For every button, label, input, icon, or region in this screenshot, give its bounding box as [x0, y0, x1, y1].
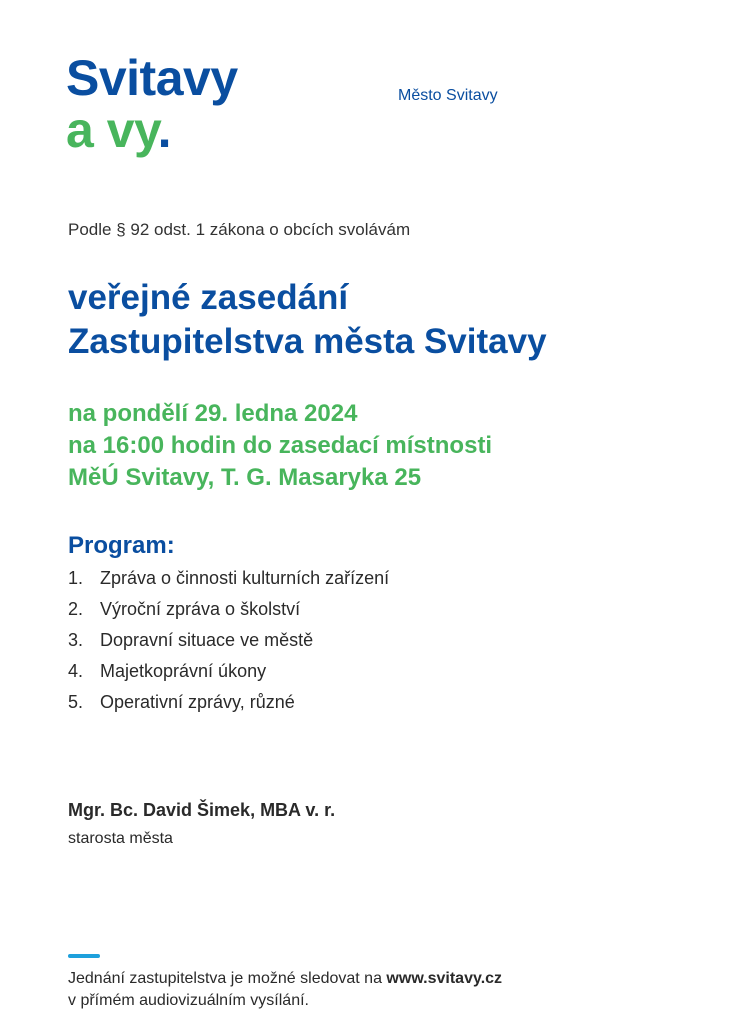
meeting-date: na pondělí 29. ledna 2024 — [68, 400, 358, 427]
signer-name: Mgr. Bc. David Šimek, MBA v. r. — [68, 800, 336, 820]
footer-website-link[interactable]: www.svitavy.cz — [386, 970, 503, 987]
footer-note — [68, 968, 502, 1012]
heading-line-2: Zastupitelstva města Svitavy — [68, 322, 547, 361]
footer-line-2: v přímém audiovizuálním vysílání. — [68, 992, 309, 1009]
program-item-number: 5. — [68, 692, 84, 712]
logo-line-2 — [66, 104, 238, 156]
logo-dot: . — [157, 102, 172, 158]
svitavy-logo — [66, 52, 238, 156]
program-item-number: 2. — [68, 599, 84, 619]
program-item — [68, 628, 389, 659]
meeting-time-place — [68, 398, 492, 494]
program-item-text: Dopravní situace ve městě — [100, 630, 314, 650]
program-item-text: Majetkoprávní úkony — [100, 661, 267, 681]
program-item — [68, 659, 389, 690]
program-item-text: Výroční zpráva o školství — [100, 599, 301, 619]
signer-role: starosta města — [68, 830, 173, 847]
organization-name: Město Svitavy — [398, 87, 498, 104]
program-item-text: Zpráva o činnosti kulturních zařízení — [100, 568, 390, 588]
program-item-number: 3. — [68, 630, 84, 650]
heading-line-1: veřejné zasedání — [68, 278, 349, 317]
footer-text: Jednání zastupitelstva je možné sledovat na — [68, 970, 387, 987]
program-item-number: 4. — [68, 661, 84, 681]
meeting-time: na 16:00 hodin do zasedací místnosti — [68, 432, 493, 459]
legal-intro: Podle § 92 odst. 1 zákona o obcích svolávám — [68, 220, 411, 239]
footer-line-1 — [68, 968, 502, 990]
logo-line-1: Svitavy — [66, 50, 238, 106]
footer-accent-bar — [68, 954, 100, 958]
program-item-number: 1. — [68, 568, 84, 588]
program-item — [68, 690, 389, 721]
program-item — [68, 597, 389, 628]
program-title: Program: — [68, 532, 175, 559]
program-item-text: Operativní zprávy, různé — [100, 692, 295, 712]
meeting-location: MěÚ Svitavy, T. G. Masaryka 25 — [68, 464, 422, 491]
meeting-heading — [68, 276, 547, 364]
program-list — [68, 566, 389, 721]
program-item — [68, 566, 389, 597]
logo-line-2-text: a vy — [66, 102, 158, 158]
